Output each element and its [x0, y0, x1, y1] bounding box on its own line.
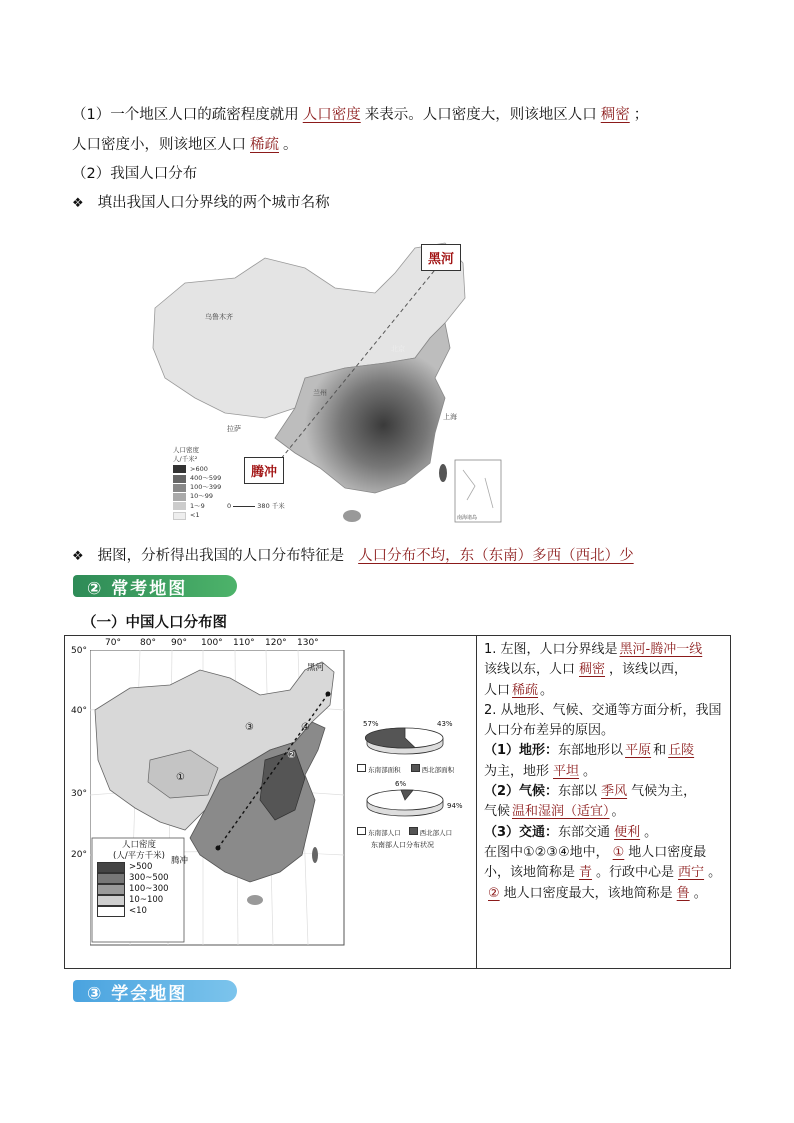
city-label: 北京 [391, 345, 405, 353]
text: 人口 [484, 682, 511, 698]
lon-label: 80° [140, 638, 156, 648]
text: 来表示。人口密度大，则该地区人口 [364, 107, 597, 123]
text: 该线以东，人口 [484, 662, 576, 678]
legend-label: >500 [129, 862, 153, 872]
legend-label: >600 [190, 464, 208, 473]
q2-line: 2. 从地形、气候、交通等方面分析，我国人口分布差异的原因。 [484, 702, 722, 739]
legend-label: 10～99 [190, 492, 214, 501]
text: ； [633, 107, 649, 123]
population-map-2 [65, 636, 355, 966]
legend-item [173, 502, 221, 511]
text: 气候 [484, 804, 511, 820]
pie1-area [365, 726, 445, 756]
pie-caption: 东南部人口分布状况 [371, 841, 434, 849]
map1-legend [173, 446, 221, 520]
pie2-legend [357, 827, 452, 837]
text: 地人口密度最小，该地简称是 [484, 844, 707, 881]
legend-item [409, 827, 453, 837]
population-density-map [145, 238, 505, 528]
text: 填出我国人口分界线的两个城市名称 [97, 195, 330, 211]
bullet-icon: ❖ [72, 549, 84, 564]
label-transport: （3）交通： [484, 824, 559, 840]
region-marker-4: ④ [301, 722, 310, 733]
text: 东部交通 [558, 824, 611, 840]
pie1-right-value: 43% [437, 720, 453, 728]
legend-label: 100~300 [129, 884, 169, 894]
lon-label: 70° [105, 638, 121, 648]
legend-label: 西北部人口 [419, 829, 453, 837]
answer-monsoon: 季风 [601, 784, 628, 800]
bullet-analysis [72, 544, 648, 565]
bullet-fill-cities [72, 191, 330, 212]
answer-boundary-line: 黑河-腾冲一线 [619, 642, 703, 657]
answer-xining: 西宁 [678, 865, 705, 881]
text: ，该线以西， [609, 662, 688, 678]
scale-label: 380 千米 [257, 502, 285, 510]
q1-line [484, 640, 724, 660]
answer-region-least: ① [612, 844, 625, 860]
legend-label: 东南部人口 [368, 829, 401, 837]
text: 。 [644, 824, 658, 840]
lon-label: 100° [201, 638, 223, 648]
text: 1. 左图，人口分界线是 [484, 642, 618, 657]
legend-item [411, 764, 455, 774]
legend-title: 人口密度 [121, 840, 156, 850]
legend-item [97, 873, 183, 884]
text: 。 [611, 804, 625, 820]
callout-tengchong: 腾冲 [244, 457, 284, 484]
pie2-top-value: 6% [395, 780, 407, 788]
legend-item [97, 862, 183, 873]
answer-region-most: ② [488, 885, 500, 901]
answer-plain: 平原 [625, 743, 652, 759]
legend-item [173, 511, 221, 520]
answer-convenient: 便利 [614, 824, 641, 840]
answer-column [484, 640, 724, 904]
answer-distribution-feature: 人口分布不均，东（东南）多西（西北）少 [358, 548, 634, 564]
label-climate: （2）气候： [484, 784, 559, 800]
legend-item [97, 906, 183, 917]
text: 。 [708, 865, 722, 881]
section-title-population-map: （一）中国人口分布图 [82, 615, 227, 631]
callout-heihe: 黑河 [421, 244, 461, 271]
legend-item [173, 483, 221, 492]
scale-zero: 0 [227, 502, 232, 510]
legend-label: 1～9 [190, 501, 205, 510]
answer-mild-humid: 温和湿润（适宜） [512, 804, 610, 820]
q1-line-2 [484, 660, 724, 680]
text: 。 [583, 763, 597, 779]
city-label: 拉萨 [227, 425, 241, 433]
lon-label: 120° [265, 638, 287, 648]
city-label: 乌鲁木齐 [205, 313, 233, 321]
pie1-legend [357, 764, 454, 774]
text: 。 [283, 137, 298, 153]
q2-climate [484, 782, 724, 802]
scale-bar [227, 501, 285, 510]
text: 东部地形以 [558, 743, 624, 759]
answer-abbr-qing: 青 [579, 865, 593, 881]
lon-label: 90° [171, 638, 187, 648]
text: 。行政中心是 [596, 865, 675, 881]
text: 据图，分析得出我国的人口分布特征是 [97, 548, 345, 564]
answer-east-dense: 稠密 [579, 662, 606, 678]
pie1-left-value: 57% [363, 720, 379, 728]
text: 为主，地形 [484, 763, 550, 779]
answer-west-sparse: 稀疏 [512, 682, 539, 698]
question-line-2 [72, 133, 298, 154]
q2-climate-2 [484, 802, 724, 822]
bullet-icon: ❖ [72, 196, 84, 211]
city-label: 兰州 [313, 389, 327, 397]
legend-label: <10 [129, 906, 147, 916]
legend-label: 400～599 [190, 473, 222, 482]
region-marker-1: ① [176, 772, 185, 783]
legend-unit: (人/平方千米) [113, 851, 165, 861]
section-banner-learn-maps: ③ 学会地图 [73, 980, 237, 1002]
legend-item [97, 895, 183, 906]
legend-item [97, 884, 183, 895]
lat-label: 50° [71, 646, 87, 656]
question-line-1 [72, 103, 648, 124]
text: 和 [653, 743, 667, 759]
legend-title: 人口密度 [173, 446, 199, 454]
legend-item [173, 474, 221, 483]
city-label: 上海 [443, 413, 457, 421]
pie2-population [365, 788, 445, 818]
q2-terrain-2 [484, 762, 724, 782]
legend-label: 东南部面积 [368, 766, 401, 774]
answer-hills: 丘陵 [668, 743, 695, 759]
region-marker-3: ③ [245, 722, 254, 733]
answer-abbr-lu: 鲁 [676, 885, 690, 901]
answer-population-density: 人口密度 [302, 107, 361, 123]
region-marker-2: ② [287, 750, 296, 761]
text: 气候为主， [631, 784, 697, 800]
text: 。 [693, 885, 707, 901]
legend-item [173, 465, 221, 474]
text: 东部以 [558, 784, 598, 800]
legend-label: 西北部面积 [421, 766, 455, 774]
text: （1）一个地区人口的疏密程度就用 [72, 107, 299, 123]
section-banner-common-maps: ② 常考地图 [73, 575, 237, 597]
answer-sparse: 稀疏 [250, 137, 279, 153]
legend-item [357, 827, 401, 837]
map-question-box [64, 635, 731, 969]
q3-text [484, 843, 724, 904]
lat-label: 40° [71, 706, 87, 716]
map2-legend [95, 840, 183, 917]
legend-item [173, 492, 221, 501]
subheading-distribution: （2）我国人口分布 [72, 166, 198, 182]
legend-label: 100～399 [190, 483, 222, 492]
q1-line-3 [484, 681, 724, 701]
pie-charts [357, 712, 473, 862]
map2-label-heihe: 黑河 [307, 663, 325, 673]
legend-label: 300~500 [129, 873, 169, 883]
q2-terrain [484, 741, 724, 761]
lon-label: 110° [233, 638, 255, 648]
text: 人口密度小，则该地区人口 [72, 137, 246, 153]
text: 地人口密度最大，该地简称是 [503, 885, 673, 901]
answer-flat: 平坦 [553, 763, 580, 779]
q2-transport [484, 823, 724, 843]
legend-label: 10~100 [129, 895, 164, 905]
lat-label: 30° [71, 789, 87, 799]
pie2-right-value: 94% [447, 802, 463, 810]
legend-label: <1 [190, 511, 200, 520]
text: 。 [540, 682, 554, 698]
text: 在图中①②③④地中， [484, 844, 609, 860]
answer-dense: 稠密 [600, 107, 630, 123]
label-terrain: （1）地形： [484, 743, 559, 759]
column-divider [476, 636, 477, 968]
legend-item [357, 764, 401, 774]
lon-label: 130° [297, 638, 319, 648]
lat-label: 20° [71, 850, 87, 860]
legend-unit: 人/千米² [173, 455, 198, 464]
inset-label: 南海诸岛 [457, 515, 478, 521]
map2-label-tengchong: 腾冲 [171, 856, 189, 866]
